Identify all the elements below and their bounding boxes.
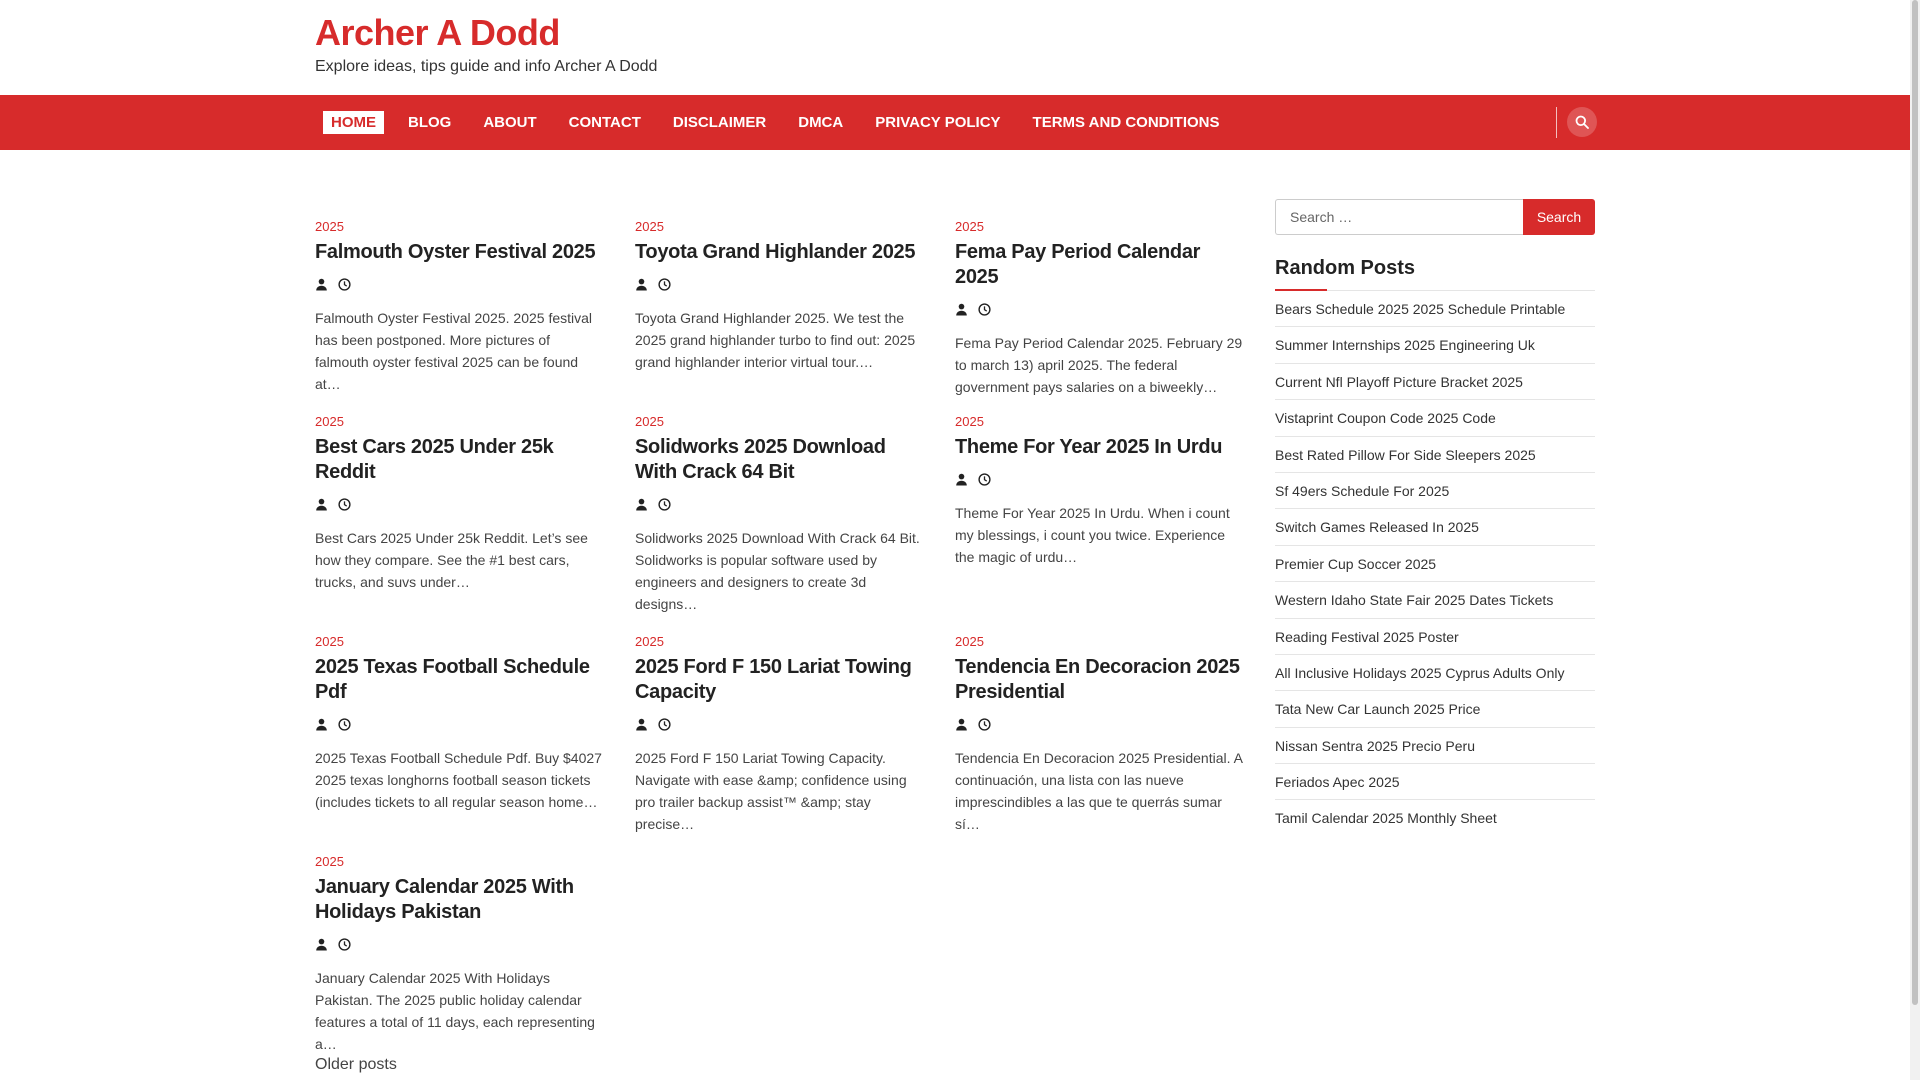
site-tagline: Explore ideas, tips guide and info Archer A Dodd <box>315 58 658 75</box>
search-icon <box>1575 115 1589 129</box>
random-post-link[interactable]: Reading Festival 2025 Poster <box>1275 619 1595 655</box>
nav-divider <box>1556 107 1557 138</box>
clock-icon[interactable] <box>658 498 671 511</box>
nav-item-dmca[interactable]: DMCA <box>798 114 844 131</box>
post-meta <box>635 277 927 291</box>
post-card <box>635 414 927 615</box>
user-icon[interactable] <box>955 718 968 731</box>
nav-menu <box>315 95 1252 150</box>
clock-icon[interactable] <box>978 718 991 731</box>
random-post-link[interactable]: Best Rated Pillow For Side Sleepers 2025 <box>1275 437 1595 473</box>
post-title[interactable]: January Calendar 2025 With Holidays Pakistan <box>315 876 574 923</box>
post-category[interactable]: 2025 <box>635 414 664 429</box>
post-card <box>315 219 607 395</box>
post-title[interactable]: Fema Pay Period Calendar 2025 <box>955 241 1201 288</box>
clock-icon[interactable] <box>338 718 351 731</box>
post-title[interactable]: 2025 Ford F 150 Lariat Towing Capacity <box>635 656 912 703</box>
post-category[interactable]: 2025 <box>315 634 344 649</box>
clock-icon[interactable] <box>658 278 671 291</box>
post-title[interactable]: Best Cars 2025 Under 25k Reddit <box>315 436 554 483</box>
clock-icon[interactable] <box>338 278 351 291</box>
user-icon[interactable] <box>315 278 328 291</box>
post-title[interactable]: Toyota Grand Highlander 2025 <box>635 241 916 263</box>
post-meta <box>315 937 607 951</box>
post-meta <box>955 302 1247 316</box>
post-title[interactable]: Theme For Year 2025 In Urdu <box>955 436 1223 458</box>
clock-icon[interactable] <box>658 718 671 731</box>
post-meta <box>635 717 927 731</box>
main-navigation <box>0 95 1910 150</box>
nav-item-home[interactable]: HOME <box>323 111 384 134</box>
post-excerpt: Tendencia En Decoracion 2025 Presidential. A continuación, una lista con las nueve imprescindibles a las que te querrás sumar sí… <box>955 750 1243 832</box>
random-post-link[interactable]: Feriados Apec 2025 <box>1275 764 1595 800</box>
user-icon[interactable] <box>315 938 328 951</box>
search-input[interactable] <box>1275 199 1523 235</box>
nav-item-terms[interactable]: TERMS AND CONDITIONS <box>1032 114 1220 131</box>
post-category[interactable]: 2025 <box>955 219 984 234</box>
post-excerpt: Toyota Grand Highlander 2025. We test the 2025 grand highlander turbo to find out: 2025 grand highlander interior virtual tour.… <box>635 310 916 370</box>
site-header <box>0 0 1910 95</box>
sidebar <box>1275 199 1595 837</box>
nav-item-blog[interactable]: BLOG <box>408 114 452 131</box>
nav-item-about[interactable]: ABOUT <box>483 114 537 131</box>
random-post-link[interactable]: Tamil Calendar 2025 Monthly Sheet <box>1275 810 1497 827</box>
post-title[interactable]: Tendencia En Decoracion 2025 Presidential <box>955 656 1240 703</box>
random-post-link[interactable]: All Inclusive Holidays 2025 Cyprus Adults Only <box>1275 655 1595 691</box>
post-meta <box>315 497 607 511</box>
random-post-link[interactable]: Western Idaho State Fair 2025 Dates Tickets <box>1275 582 1595 618</box>
user-icon[interactable] <box>635 278 648 291</box>
user-icon[interactable] <box>955 303 968 316</box>
random-post-link[interactable]: Current Nfl Playoff Picture Bracket 2025 <box>1275 364 1595 400</box>
post-category[interactable]: 2025 <box>955 634 984 649</box>
scrollbar-thumb[interactable] <box>1912 0 1918 1005</box>
post-category[interactable]: 2025 <box>315 219 344 234</box>
site-title[interactable]: Archer A Dodd <box>315 12 560 53</box>
nav-item-disclaimer[interactable]: DISCLAIMER <box>672 114 767 131</box>
post-excerpt: Falmouth Oyster Festival 2025. 2025 festival has been postponed. More pictures of falmouth oyster festival 2025 can be found at… <box>315 310 593 392</box>
post-meta <box>315 717 607 731</box>
post-card <box>635 634 927 835</box>
post-title[interactable]: Solidworks 2025 Download With Crack 64 Bit <box>635 436 886 483</box>
post-card <box>315 414 607 593</box>
post-category[interactable]: 2025 <box>315 414 344 429</box>
post-excerpt: Best Cars 2025 Under 25k Reddit. Let’s see how they compare. See the #1 best cars, trucks, and suvs under… <box>315 530 588 590</box>
clock-icon[interactable] <box>978 303 991 316</box>
random-posts-list <box>1275 291 1595 837</box>
sidebar-search-form <box>1275 199 1595 235</box>
clock-icon[interactable] <box>978 473 991 486</box>
random-post-link[interactable]: Tata New Car Launch 2025 Price <box>1275 691 1595 727</box>
post-excerpt: 2025 Texas Football Schedule Pdf. Buy $4027 2025 texas longhorns football season tickets (includes tickets to all regular season home… <box>315 750 602 810</box>
post-meta <box>955 717 1247 731</box>
post-card <box>955 414 1247 568</box>
post-excerpt: Theme For Year 2025 In Urdu. When i count my blessings, i count you twice. Experience the magic of urdu… <box>955 505 1230 565</box>
post-excerpt: 2025 Ford F 150 Lariat Towing Capacity. Navigate with ease &amp; confidence using pro trailer backup assist™ &amp; stay precise… <box>635 750 907 832</box>
post-category[interactable]: 2025 <box>635 634 664 649</box>
user-icon[interactable] <box>635 498 648 511</box>
post-meta <box>635 497 927 511</box>
clock-icon[interactable] <box>338 498 351 511</box>
post-card <box>635 219 927 373</box>
post-meta <box>315 277 607 291</box>
post-card <box>955 634 1247 835</box>
nav-item-privacy-policy[interactable]: PRIVACY POLICY <box>875 114 1001 131</box>
nav-search-button[interactable] <box>1567 107 1597 137</box>
older-posts-link[interactable]: Older posts <box>315 1056 397 1073</box>
clock-icon[interactable] <box>338 938 351 951</box>
random-post-link[interactable]: Switch Games Released In 2025 <box>1275 509 1595 545</box>
post-excerpt: January Calendar 2025 With Holidays Pakistan. The 2025 public holiday calendar features a total of 11 days, each representing a… <box>315 970 595 1052</box>
nav-item-contact[interactable]: CONTACT <box>568 114 641 131</box>
random-post-link[interactable]: Premier Cup Soccer 2025 <box>1275 546 1595 582</box>
random-post-link[interactable]: Summer Internships 2025 Engineering Uk <box>1275 327 1595 363</box>
random-posts-title: Random Posts <box>1275 257 1595 291</box>
post-card <box>315 634 607 813</box>
post-excerpt: Fema Pay Period Calendar 2025. February 29 to march 13) april 2025. The federal government pays salaries on a biweekly… <box>955 335 1243 395</box>
user-icon[interactable] <box>315 498 328 511</box>
post-card <box>315 854 607 1055</box>
random-post-link[interactable]: Sf 49ers Schedule For 2025 <box>1275 473 1595 509</box>
random-post-link[interactable]: Nissan Sentra 2025 Precio Peru <box>1275 728 1595 764</box>
user-icon[interactable] <box>955 473 968 486</box>
post-card <box>955 219 1247 398</box>
post-category[interactable]: 2025 <box>955 414 984 429</box>
random-post-link[interactable]: Bears Schedule 2025 2025 Schedule Printable <box>1275 291 1595 327</box>
user-icon[interactable] <box>635 718 648 731</box>
user-icon[interactable] <box>315 718 328 731</box>
post-meta <box>955 472 1247 486</box>
post-title[interactable]: 2025 Texas Football Schedule Pdf <box>315 656 590 703</box>
post-excerpt: Solidworks 2025 Download With Crack 64 Bit. Solidworks is popular software used by engineers and designers to create 3d designs… <box>635 530 920 612</box>
search-button[interactable]: Search <box>1523 199 1595 235</box>
post-category[interactable]: 2025 <box>635 219 664 234</box>
post-title[interactable]: Falmouth Oyster Festival 2025 <box>315 241 596 263</box>
random-post-link[interactable]: Vistaprint Coupon Code 2025 Code <box>1275 400 1595 436</box>
post-category[interactable]: 2025 <box>315 854 344 869</box>
